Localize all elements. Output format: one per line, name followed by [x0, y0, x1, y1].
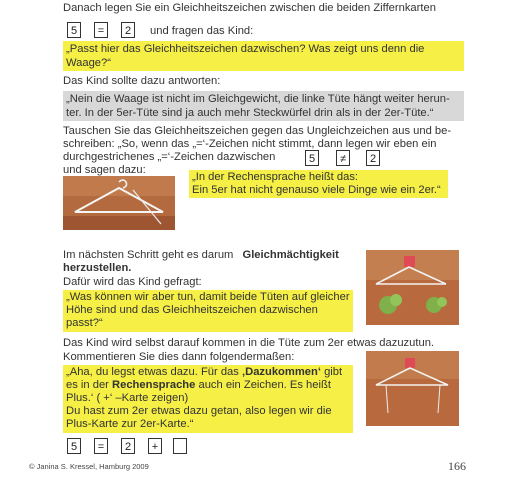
photo-balance-green-bags	[366, 250, 459, 325]
empty-card	[173, 438, 187, 454]
paragraph-ask-2: Dafür wird das Kind gefragt:	[63, 276, 202, 288]
paragraph-swap-line-1: Tauschen Sie das Gleichheitszeichen gegen das Ungleichzeichen aus und be-	[63, 125, 452, 137]
term-gleichmaechtigkeit: Gleichmächtigkeit	[242, 249, 339, 261]
not-equals-card: ≠	[336, 150, 350, 166]
next-step-text: Im nächsten Schritt geht es darum	[63, 249, 234, 261]
page-number: 166	[448, 459, 466, 473]
quote-4-line-5: Plus-Karte zur 2er-Karte.“	[66, 418, 194, 430]
photo-balance-plus	[366, 351, 459, 426]
plus-card: +	[148, 438, 162, 454]
paragraph-child-solution: Das Kind wird selbst darauf kommen in die Tüte zum 2er etwas dazuzutun.	[63, 337, 435, 349]
equals-card: =	[94, 22, 108, 38]
quote-4-line-3: Plus.‘ ( +‘ –Karte zeigen)	[66, 392, 189, 404]
number-card-2: 2	[121, 22, 135, 38]
question-3-line-2: Höhe sind und das Gleichheitszeichen dazwischen	[66, 304, 318, 316]
quote-4-text-a: „Aha, du legst etwas dazu. Für das	[66, 366, 239, 378]
number-card-5: 5	[305, 150, 319, 166]
paragraph-ask: und fragen das Kind:	[150, 25, 254, 37]
hanger-illustration	[63, 176, 175, 230]
question-3-line-3: passt?“	[66, 317, 103, 329]
paragraph-swap-line-4: und sagen dazu:	[63, 164, 146, 176]
quote-4-line-2	[66, 379, 331, 393]
number-card-2: 2	[121, 438, 135, 454]
paragraph-swap-line-3: durchgestrichenes „=‘-Zeichen dazwischen	[63, 151, 276, 163]
question-1-line-1: „Passt hier das Gleichheitszeichen dazwischen? Was zeigt uns denn die	[66, 43, 425, 55]
plus-balance-illustration	[366, 351, 459, 426]
question-1-line-2: Waage?“	[66, 57, 111, 69]
number-card-5: 5	[67, 438, 81, 454]
paragraph-answer-intro: Das Kind sollte dazu antworten:	[63, 75, 221, 87]
quote-4-line-1	[66, 366, 342, 380]
quote-4-text-f: auch ein Zeichen. Es heißt	[198, 379, 331, 391]
green-bags-illustration	[366, 250, 459, 325]
paragraph-intro: Danach legen Sie ein Gleichheitszeichen zwischen die beiden Ziffernkarten	[63, 2, 436, 14]
answer-line-1: „Nein die Waage ist nicht im Gleichgewicht, die linke Tüte hängt weiter herun-	[66, 93, 450, 105]
quote-2-line-2: Ein 5er hat nicht genauso viele Dinge wie ein 2er.“	[192, 184, 441, 196]
number-card-2: 2	[366, 150, 380, 166]
paragraph-swap-line-2: schreiben: „So, wenn das „=‘-Zeichen nicht stimmt, dann legen wir eben ein	[63, 138, 437, 150]
quote-2-line-1: „In der Rechensprache heißt das:	[192, 171, 359, 183]
quote-4-text-c: gibt	[324, 366, 343, 378]
term-dazukommen: ‚Dazukommen‘	[242, 366, 321, 378]
number-card-5: 5	[67, 22, 81, 38]
answer-line-2: ter. In der 5er-Tüte sind ja auch mehr Steckwürfel drin als in der 2er-Tüte.“	[66, 107, 434, 119]
paragraph-next-step	[63, 249, 339, 263]
paragraph-comment-intro: Kommentieren Sie dies dann folgendermaßen:	[63, 351, 295, 363]
equals-card: =	[94, 438, 108, 454]
copyright-footer: © Janina S. Kressel, Hamburg 2009	[29, 462, 149, 471]
photo-hanger-balance	[63, 176, 175, 230]
quote-4-text-d: es in der	[66, 379, 109, 391]
question-3-line-1: „Was können wir aber tun, damit beide Tüten auf gleicher	[66, 291, 350, 303]
term-herzustellen: herzustellen.	[63, 262, 132, 274]
quote-4-line-4: Du hast zum 2er etwas dazu getan, also legen wir die	[66, 405, 332, 417]
term-rechensprache: Rechensprache	[112, 379, 196, 391]
